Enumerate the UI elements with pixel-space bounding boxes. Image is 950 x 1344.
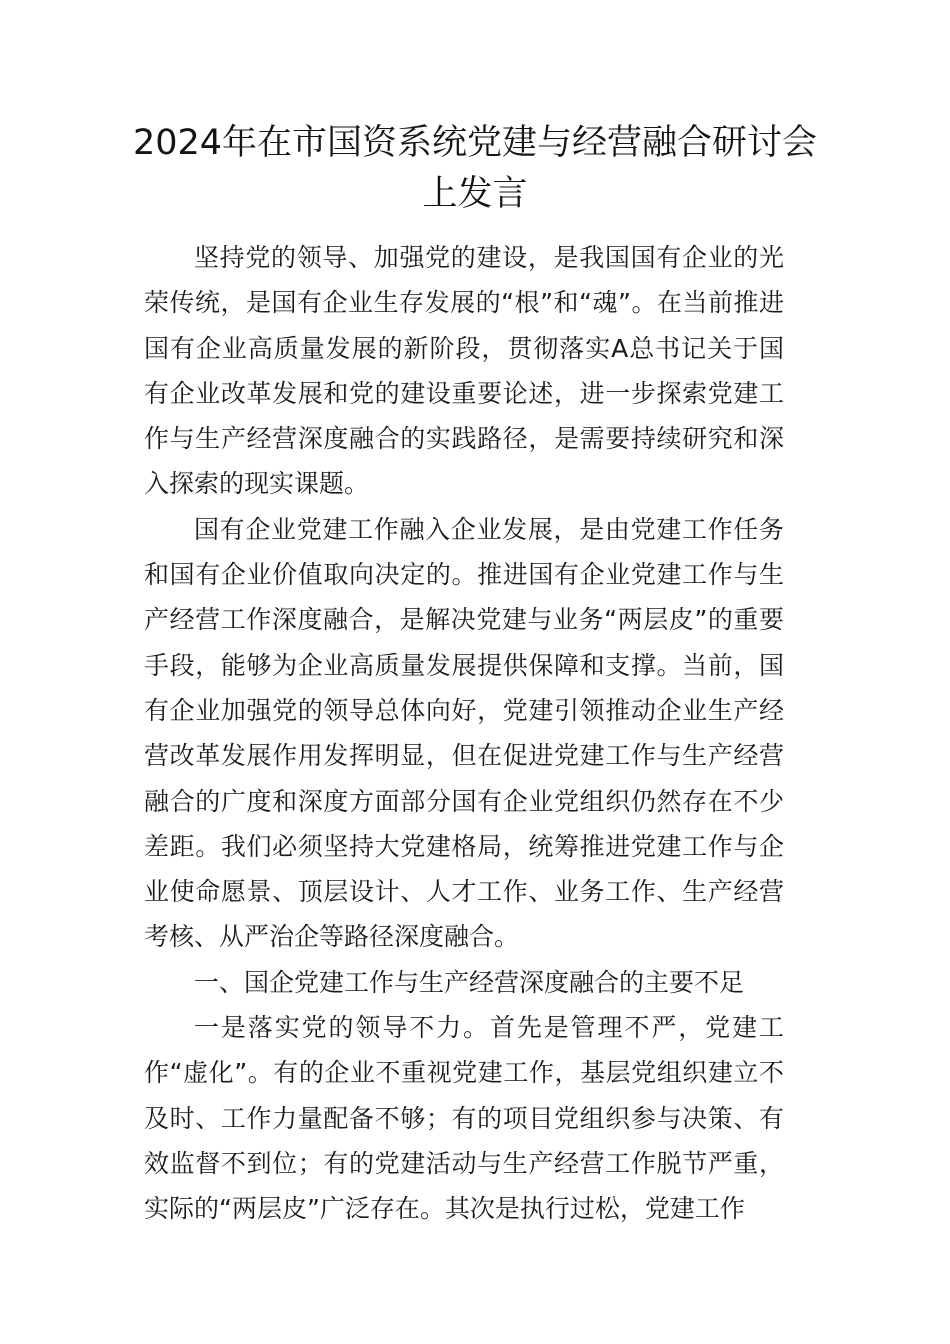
section-heading-1: 一、国企党建工作与生产经营深度融合的主要不足 bbox=[194, 967, 745, 997]
paragraph-intro: 坚持党的领导、加强党的建设，是我国国有企业的光荣传统，是国有企业生存发展的“根”和“魂”。在当前推进国有企业高质量发展的新阶段，贯彻落实A总书记关于国有企业改革发展和党的建设重要论述，进一步探索党建工作与生产经营深度融合的实践路径，是需要持续研究和深入探索的现实课题。 bbox=[144, 243, 784, 499]
document-title: 2024年在市国资系统党建与经营融合研讨会上发言 bbox=[132, 123, 818, 214]
document-body bbox=[144, 235, 784, 1232]
paragraph-point-1: 一是落实党的领导不力。首先是管理不严，党建工作“虚化”。有的企业不重视党建工作，基层党组织建立不及时、工作力量配备不够；有的项目党组织参与决策、有效监督不到位；有的党建活动与生产经营工作脱节严重，实际的“两层皮”广泛存在。其次是执行过松，党建工作 bbox=[144, 1013, 784, 1224]
paragraph-background: 国有企业党建工作融入企业发展，是由党建工作任务和国有企业价值取向决定的。推进国有企业党建工作与生产经营工作深度融合，是解决党建与业务“两层皮”的重要手段，能够为企业高质量发展提供保障和支撑。当前，国有企业加强党的领导总体向好，党建引领推动企业生产经营改革发展作用发挥明显，但在促进党建工作与生产经营融合的广度和深度方面部分国有企业党组织仍然存在不少差距。我们必须坚持大党建格局，统筹推进党建工作与企业使命愿景、顶层设计、人才工作、业务工作、生产经营考核、从严治企等路径深度融合。 bbox=[144, 514, 784, 952]
